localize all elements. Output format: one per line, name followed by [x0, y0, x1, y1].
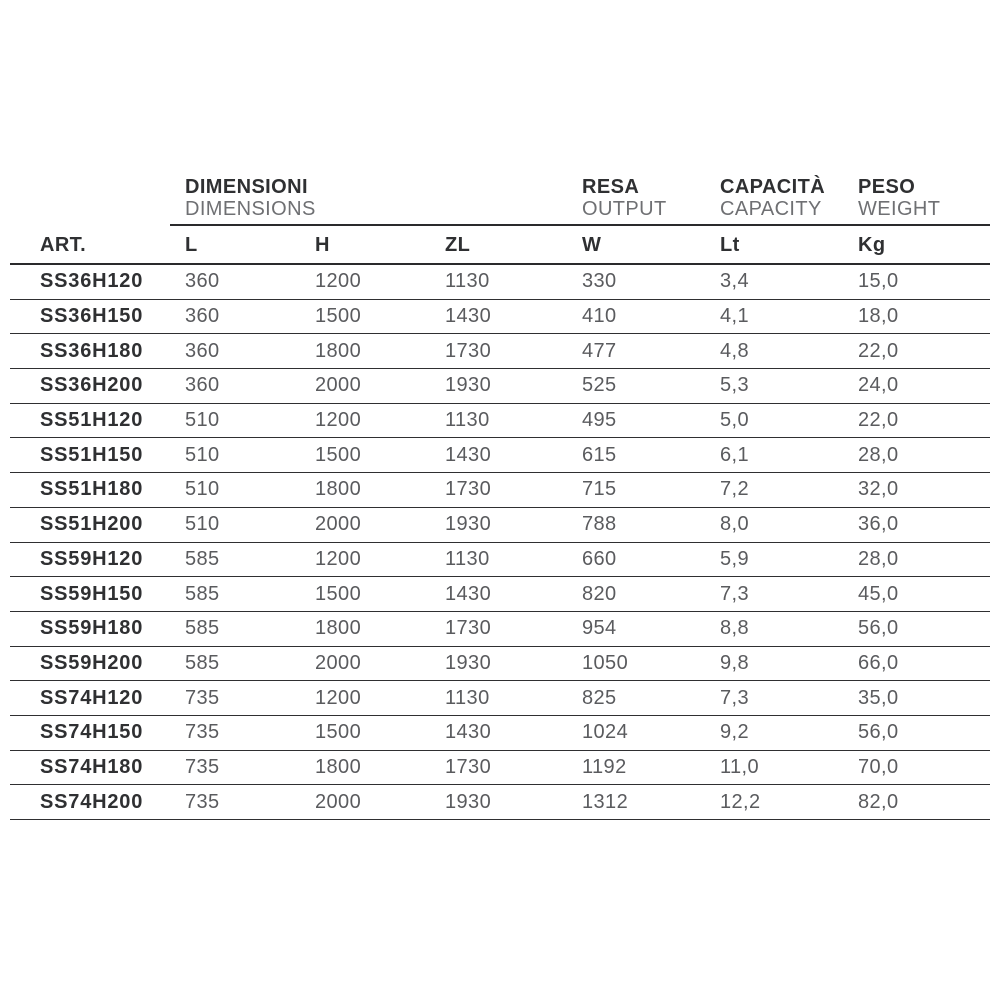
table-row [10, 300, 990, 335]
w-cell: 825 [582, 686, 617, 709]
l-cell: 360 [185, 305, 220, 328]
table-row [10, 785, 990, 820]
group-subtitle: OUTPUT [582, 198, 667, 220]
h-cell: 1500 [315, 582, 362, 605]
art-cell: SS36H200 [40, 374, 144, 397]
lt-cell: 11,0 [720, 755, 760, 778]
w-cell: 660 [582, 547, 617, 570]
h-cell: 1800 [315, 339, 362, 362]
l-cell: 585 [185, 547, 220, 570]
l-cell: 735 [185, 721, 220, 744]
table-row [10, 369, 990, 404]
l-cell: 510 [185, 478, 220, 501]
group-header-dimensions [185, 176, 316, 220]
table-row [10, 543, 990, 578]
art-cell: SS59H120 [40, 547, 144, 570]
zl-cell: 1930 [445, 790, 492, 813]
table-row [10, 404, 990, 439]
lt-cell: 8,0 [720, 513, 750, 536]
zl-cell: 1930 [445, 513, 492, 536]
art-cell: SS51H200 [40, 513, 144, 536]
kg-cell: 45,0 [858, 582, 899, 605]
kg-cell: 32,0 [858, 478, 899, 501]
kg-cell: 70,0 [858, 755, 899, 778]
table-row [10, 473, 990, 508]
table-row [10, 647, 990, 682]
group-header-output [582, 176, 667, 220]
lt-cell: 6,1 [720, 443, 750, 466]
column-header-zl: ZL [445, 234, 471, 256]
column-header-lt: Lt [720, 234, 740, 256]
zl-cell: 1430 [445, 305, 492, 328]
h-cell: 1800 [315, 617, 362, 640]
group-subtitle: WEIGHT [858, 198, 941, 220]
zl-cell: 1730 [445, 339, 492, 362]
zl-cell: 1730 [445, 478, 492, 501]
group-header-rule [170, 224, 990, 226]
kg-cell: 22,0 [858, 409, 899, 432]
kg-cell: 18,0 [858, 305, 899, 328]
zl-cell: 1930 [445, 651, 492, 674]
table-body [10, 265, 990, 820]
art-cell: SS51H180 [40, 478, 144, 501]
zl-cell: 1430 [445, 443, 492, 466]
h-cell: 1800 [315, 478, 362, 501]
h-cell: 1500 [315, 721, 362, 744]
kg-cell: 82,0 [858, 790, 899, 813]
h-cell: 1800 [315, 755, 362, 778]
l-cell: 735 [185, 790, 220, 813]
w-cell: 1312 [582, 790, 629, 813]
l-cell: 510 [185, 513, 220, 536]
lt-cell: 12,2 [720, 790, 761, 813]
column-header-l: L [185, 234, 198, 256]
l-cell: 360 [185, 374, 220, 397]
w-cell: 1050 [582, 651, 629, 674]
column-header-w: W [582, 234, 602, 256]
h-cell: 2000 [315, 374, 362, 397]
kg-cell: 36,0 [858, 513, 899, 536]
table-row [10, 751, 990, 786]
w-cell: 330 [582, 270, 617, 293]
table-row [10, 265, 990, 300]
art-cell: SS51H150 [40, 443, 144, 466]
kg-cell: 35,0 [858, 686, 899, 709]
l-cell: 360 [185, 339, 220, 362]
column-header-h: H [315, 234, 330, 256]
w-cell: 525 [582, 374, 617, 397]
kg-cell: 66,0 [858, 651, 899, 674]
kg-cell: 28,0 [858, 547, 899, 570]
lt-cell: 4,1 [720, 305, 750, 328]
w-cell: 495 [582, 409, 617, 432]
lt-cell: 5,0 [720, 409, 750, 432]
zl-cell: 1430 [445, 582, 492, 605]
zl-cell: 1730 [445, 755, 492, 778]
lt-cell: 7,3 [720, 686, 750, 709]
table-row [10, 716, 990, 751]
zl-cell: 1130 [445, 547, 490, 570]
kg-cell: 56,0 [858, 721, 899, 744]
lt-cell: 4,8 [720, 339, 750, 362]
h-cell: 1500 [315, 305, 362, 328]
art-cell: SS74H150 [40, 721, 144, 744]
zl-cell: 1130 [445, 270, 490, 293]
group-title: CAPACITÀ [720, 176, 826, 198]
group-header-capacity [720, 176, 825, 220]
kg-cell: 24,0 [858, 374, 899, 397]
zl-cell: 1130 [445, 409, 490, 432]
group-title: PESO [858, 176, 916, 198]
lt-cell: 5,9 [720, 547, 750, 570]
l-cell: 585 [185, 651, 220, 674]
l-cell: 585 [185, 582, 220, 605]
h-cell: 1200 [315, 409, 362, 432]
w-cell: 477 [582, 339, 617, 362]
w-cell: 615 [582, 443, 617, 466]
h-cell: 2000 [315, 790, 362, 813]
zl-cell: 1130 [445, 686, 490, 709]
lt-cell: 7,2 [720, 478, 750, 501]
w-cell: 954 [582, 617, 617, 640]
l-cell: 735 [185, 686, 220, 709]
lt-cell: 5,3 [720, 374, 750, 397]
art-cell: SS51H120 [40, 409, 144, 432]
art-cell: SS74H120 [40, 686, 144, 709]
kg-cell: 15,0 [858, 270, 899, 293]
h-cell: 1200 [315, 270, 362, 293]
art-cell: SS59H150 [40, 582, 144, 605]
h-cell: 2000 [315, 513, 362, 536]
group-header-weight [858, 176, 940, 220]
lt-cell: 7,3 [720, 582, 750, 605]
lt-cell: 8,8 [720, 617, 750, 640]
group-subtitle: CAPACITY [720, 198, 822, 220]
group-title: RESA [582, 176, 640, 198]
art-cell: SS59H180 [40, 617, 144, 640]
h-cell: 1500 [315, 443, 362, 466]
l-cell: 585 [185, 617, 220, 640]
w-cell: 788 [582, 513, 617, 536]
w-cell: 1192 [582, 755, 627, 778]
zl-cell: 1430 [445, 721, 492, 744]
kg-cell: 56,0 [858, 617, 899, 640]
art-cell: SS36H180 [40, 339, 144, 362]
zl-cell: 1930 [445, 374, 492, 397]
lt-cell: 9,2 [720, 721, 750, 744]
art-cell: SS36H150 [40, 305, 144, 328]
w-cell: 820 [582, 582, 617, 605]
table-row [10, 334, 990, 369]
art-cell: SS74H200 [40, 790, 144, 813]
lt-cell: 3,4 [720, 270, 750, 293]
column-header-row [10, 228, 990, 265]
l-cell: 510 [185, 409, 220, 432]
h-cell: 1200 [315, 547, 362, 570]
l-cell: 360 [185, 270, 220, 293]
w-cell: 410 [582, 305, 617, 328]
art-cell: SS74H180 [40, 755, 144, 778]
column-header-kg: Kg [858, 234, 886, 256]
l-cell: 510 [185, 443, 220, 466]
group-title: DIMENSIONI [185, 176, 308, 198]
group-subtitle: DIMENSIONS [185, 198, 316, 220]
w-cell: 715 [582, 478, 617, 501]
h-cell: 1200 [315, 686, 362, 709]
art-cell: SS36H120 [40, 270, 144, 293]
h-cell: 2000 [315, 651, 362, 674]
kg-cell: 28,0 [858, 443, 899, 466]
lt-cell: 9,8 [720, 651, 750, 674]
table-row [10, 508, 990, 543]
table-row [10, 612, 990, 647]
zl-cell: 1730 [445, 617, 492, 640]
column-header-art: ART. [40, 234, 87, 256]
table-row [10, 577, 990, 612]
l-cell: 735 [185, 755, 220, 778]
kg-cell: 22,0 [858, 339, 899, 362]
table-row [10, 438, 990, 473]
art-cell: SS59H200 [40, 651, 144, 674]
w-cell: 1024 [582, 721, 629, 744]
table-row [10, 681, 990, 716]
